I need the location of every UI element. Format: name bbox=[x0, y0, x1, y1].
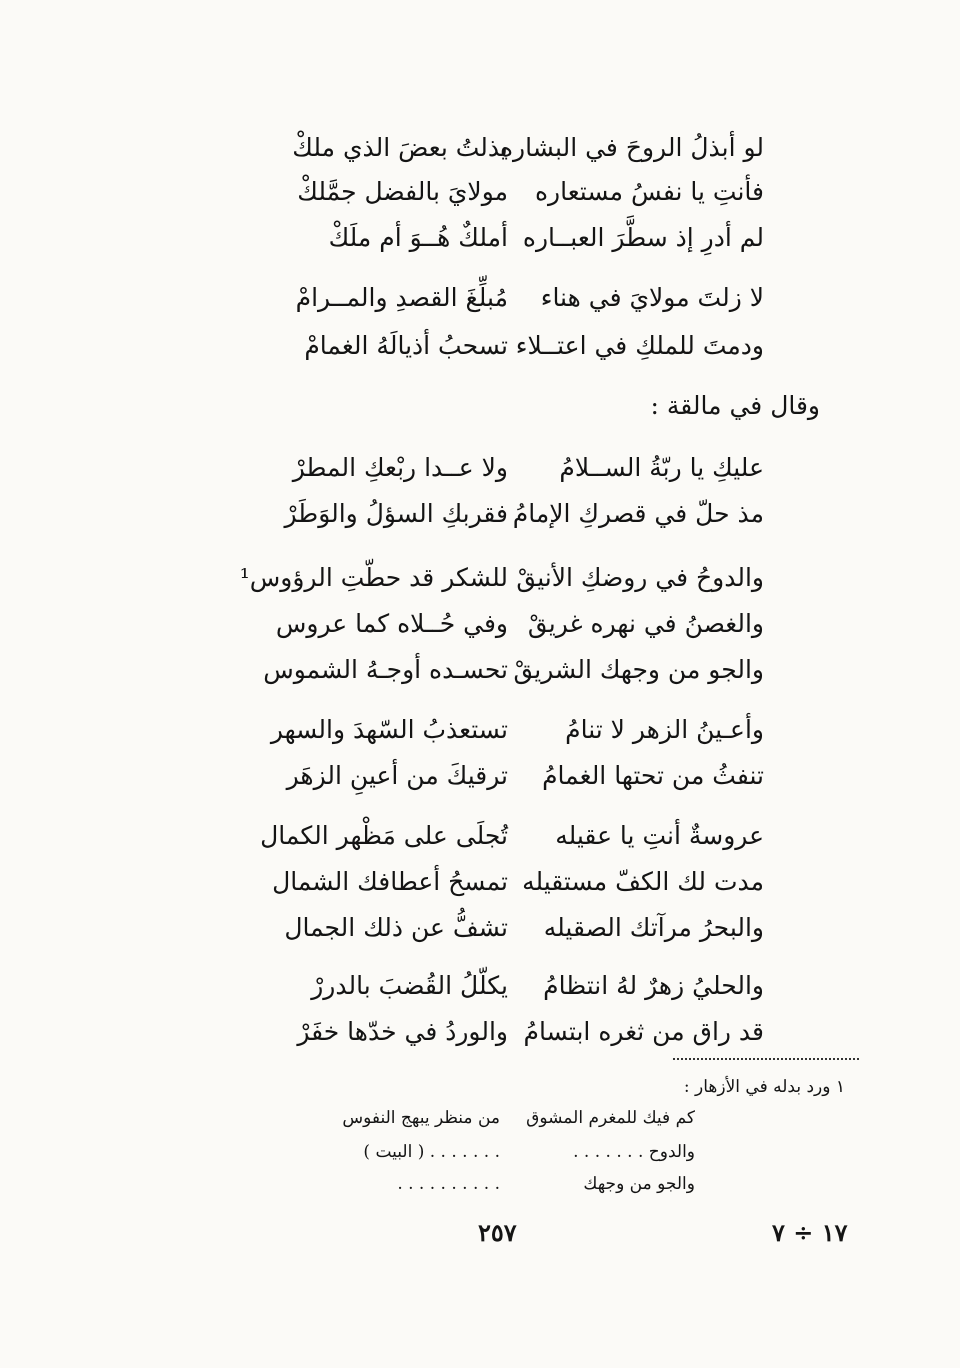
verse-row bbox=[258, 812, 764, 860]
verse-row bbox=[258, 752, 764, 800]
verse-row bbox=[258, 124, 764, 172]
verse-right-hemistich: تنفثُ من تحتها الغمامُ bbox=[542, 761, 764, 790]
verse-row bbox=[258, 962, 764, 1010]
verse-right-hemistich: لو أبذلُ الروحَ في البشاره bbox=[499, 133, 764, 162]
footnote-right: والجو من وجهك bbox=[583, 1174, 695, 1194]
footnote-right: كم فيك للمغرم المشوق bbox=[526, 1108, 695, 1128]
verse-right-hemistich: عروسةٌ أنتِ يا عقيله bbox=[555, 821, 764, 850]
verse-row bbox=[258, 214, 764, 262]
footnote-left: . . . . . . . . . . bbox=[397, 1174, 500, 1194]
verse-row bbox=[258, 858, 764, 906]
verse-row bbox=[239, 554, 764, 602]
verse-right-hemistich: لم أدرِ إذ سطَّرَ العبــاره bbox=[522, 223, 764, 252]
footnote-divider bbox=[673, 1058, 859, 1060]
footnote-right: والدوح . . . . . . . bbox=[573, 1142, 695, 1162]
verse-left-hemistich: يذلتُ بعضَ الذي ملكْ bbox=[292, 133, 508, 162]
verse-row bbox=[258, 444, 764, 492]
verse-left-hemistich: والوردُ في خدّها خفَرْ bbox=[297, 1017, 508, 1046]
verse-row bbox=[258, 1008, 764, 1056]
verse-row bbox=[258, 168, 764, 216]
footnote-line bbox=[300, 1138, 695, 1166]
verse-row bbox=[258, 322, 764, 370]
footnote-line bbox=[300, 1170, 695, 1198]
verse-right-hemistich: والجو من وجهك الشريقْ bbox=[513, 655, 764, 684]
verse-left-hemistich: تمسحُ أعطافك الشمال bbox=[272, 867, 508, 896]
verse-right-hemistich: قد راق من ثغره ابتسامُ bbox=[523, 1017, 764, 1046]
verse-left-hemistich: ولا عــدا ربْعكِ المطرْ bbox=[292, 453, 508, 482]
verse-left-hemistich: فقربكِ السؤلُ والوَطَرْ bbox=[284, 499, 508, 528]
verse-row bbox=[258, 646, 764, 694]
verse-right-hemistich: عليكِ يا ربّةُ الســلامُ bbox=[559, 453, 764, 482]
verse-right-hemistich: والدوحُ في روضكِ الأنيقْ bbox=[516, 563, 764, 592]
verse-left-hemistich: ترقيكَ من أعينِ الزهَر bbox=[286, 761, 508, 790]
verse-row bbox=[258, 706, 764, 754]
verse-row bbox=[258, 904, 764, 952]
verse-left-hemistich: تسحبُ أذيالَهُ الغمامْ bbox=[304, 331, 508, 360]
verse-row bbox=[258, 274, 764, 322]
verse-right-hemistich: مذ حلّ في قصركِ الإمامُ bbox=[512, 499, 764, 528]
verse-row bbox=[258, 600, 764, 648]
verse-left-hemistich: أملكٌ هُــوَ أم ملَكْ bbox=[328, 223, 508, 252]
verse-left-hemistich: يكلّلُ القُضبَ بالدررْ bbox=[311, 971, 508, 1000]
verse-left-hemistich: مولايَ بالفضل جمَّلكْ bbox=[297, 177, 508, 206]
verse-right-hemistich: والحليُ زهرٌ لهُ انتظامُ bbox=[543, 971, 764, 1000]
verse-left-hemistich: مُبلِّغَ القصدِ والمــرامْ bbox=[295, 283, 508, 312]
page-number: ٢٥٧ bbox=[478, 1218, 517, 1247]
verse-left-hemistich: وفي حُــلاه كما عروس bbox=[275, 609, 508, 638]
section-intro: وقال في مالقة : bbox=[650, 391, 820, 420]
verse-right-hemistich: لا زلتَ مولايَ في هناء bbox=[540, 283, 764, 312]
verse-right-hemistich: ودمتَ للملكِ في اعتــلاء bbox=[515, 331, 764, 360]
verse-left-hemistich: تستعذبُ السّهدَ والسهر bbox=[270, 715, 508, 744]
verse-left-hemistich: تحسـده أوجـهُ الشموس bbox=[263, 655, 508, 684]
footnote-heading: ١ ورد بدله في الأزهار : bbox=[683, 1077, 845, 1097]
footnote-line bbox=[300, 1104, 695, 1132]
verse-right-hemistich: وأعـينُ الزهر لا تنامُ bbox=[565, 715, 764, 744]
verse-left-hemistich: تشفُّ عن ذلك الجمال bbox=[284, 913, 508, 942]
verse-right-hemistich: فأنتِ يا نفسُ مستعاره bbox=[534, 177, 764, 206]
verse-left-hemistich: تُجلَى على مَظْهر الكمال bbox=[260, 821, 508, 850]
footnote-left: . . . . . . . ( البيت ) bbox=[363, 1142, 500, 1162]
verse-left-hemistich: للشكر قد حطّتِ الرؤوس¹ bbox=[239, 563, 508, 592]
verse-row bbox=[258, 490, 764, 538]
verse-right-hemistich: والبحرُ مرآتك الصقيله bbox=[543, 913, 764, 942]
verse-right-hemistich: والغصنُ في نهره غريقْ bbox=[527, 609, 764, 638]
verse-right-hemistich: مدت لك الكفّ مستقيله bbox=[522, 867, 764, 896]
footnote-left: من منظر يبهج النفوس bbox=[342, 1108, 500, 1128]
print-signature: ١٧ ÷ ٧ bbox=[772, 1218, 848, 1247]
